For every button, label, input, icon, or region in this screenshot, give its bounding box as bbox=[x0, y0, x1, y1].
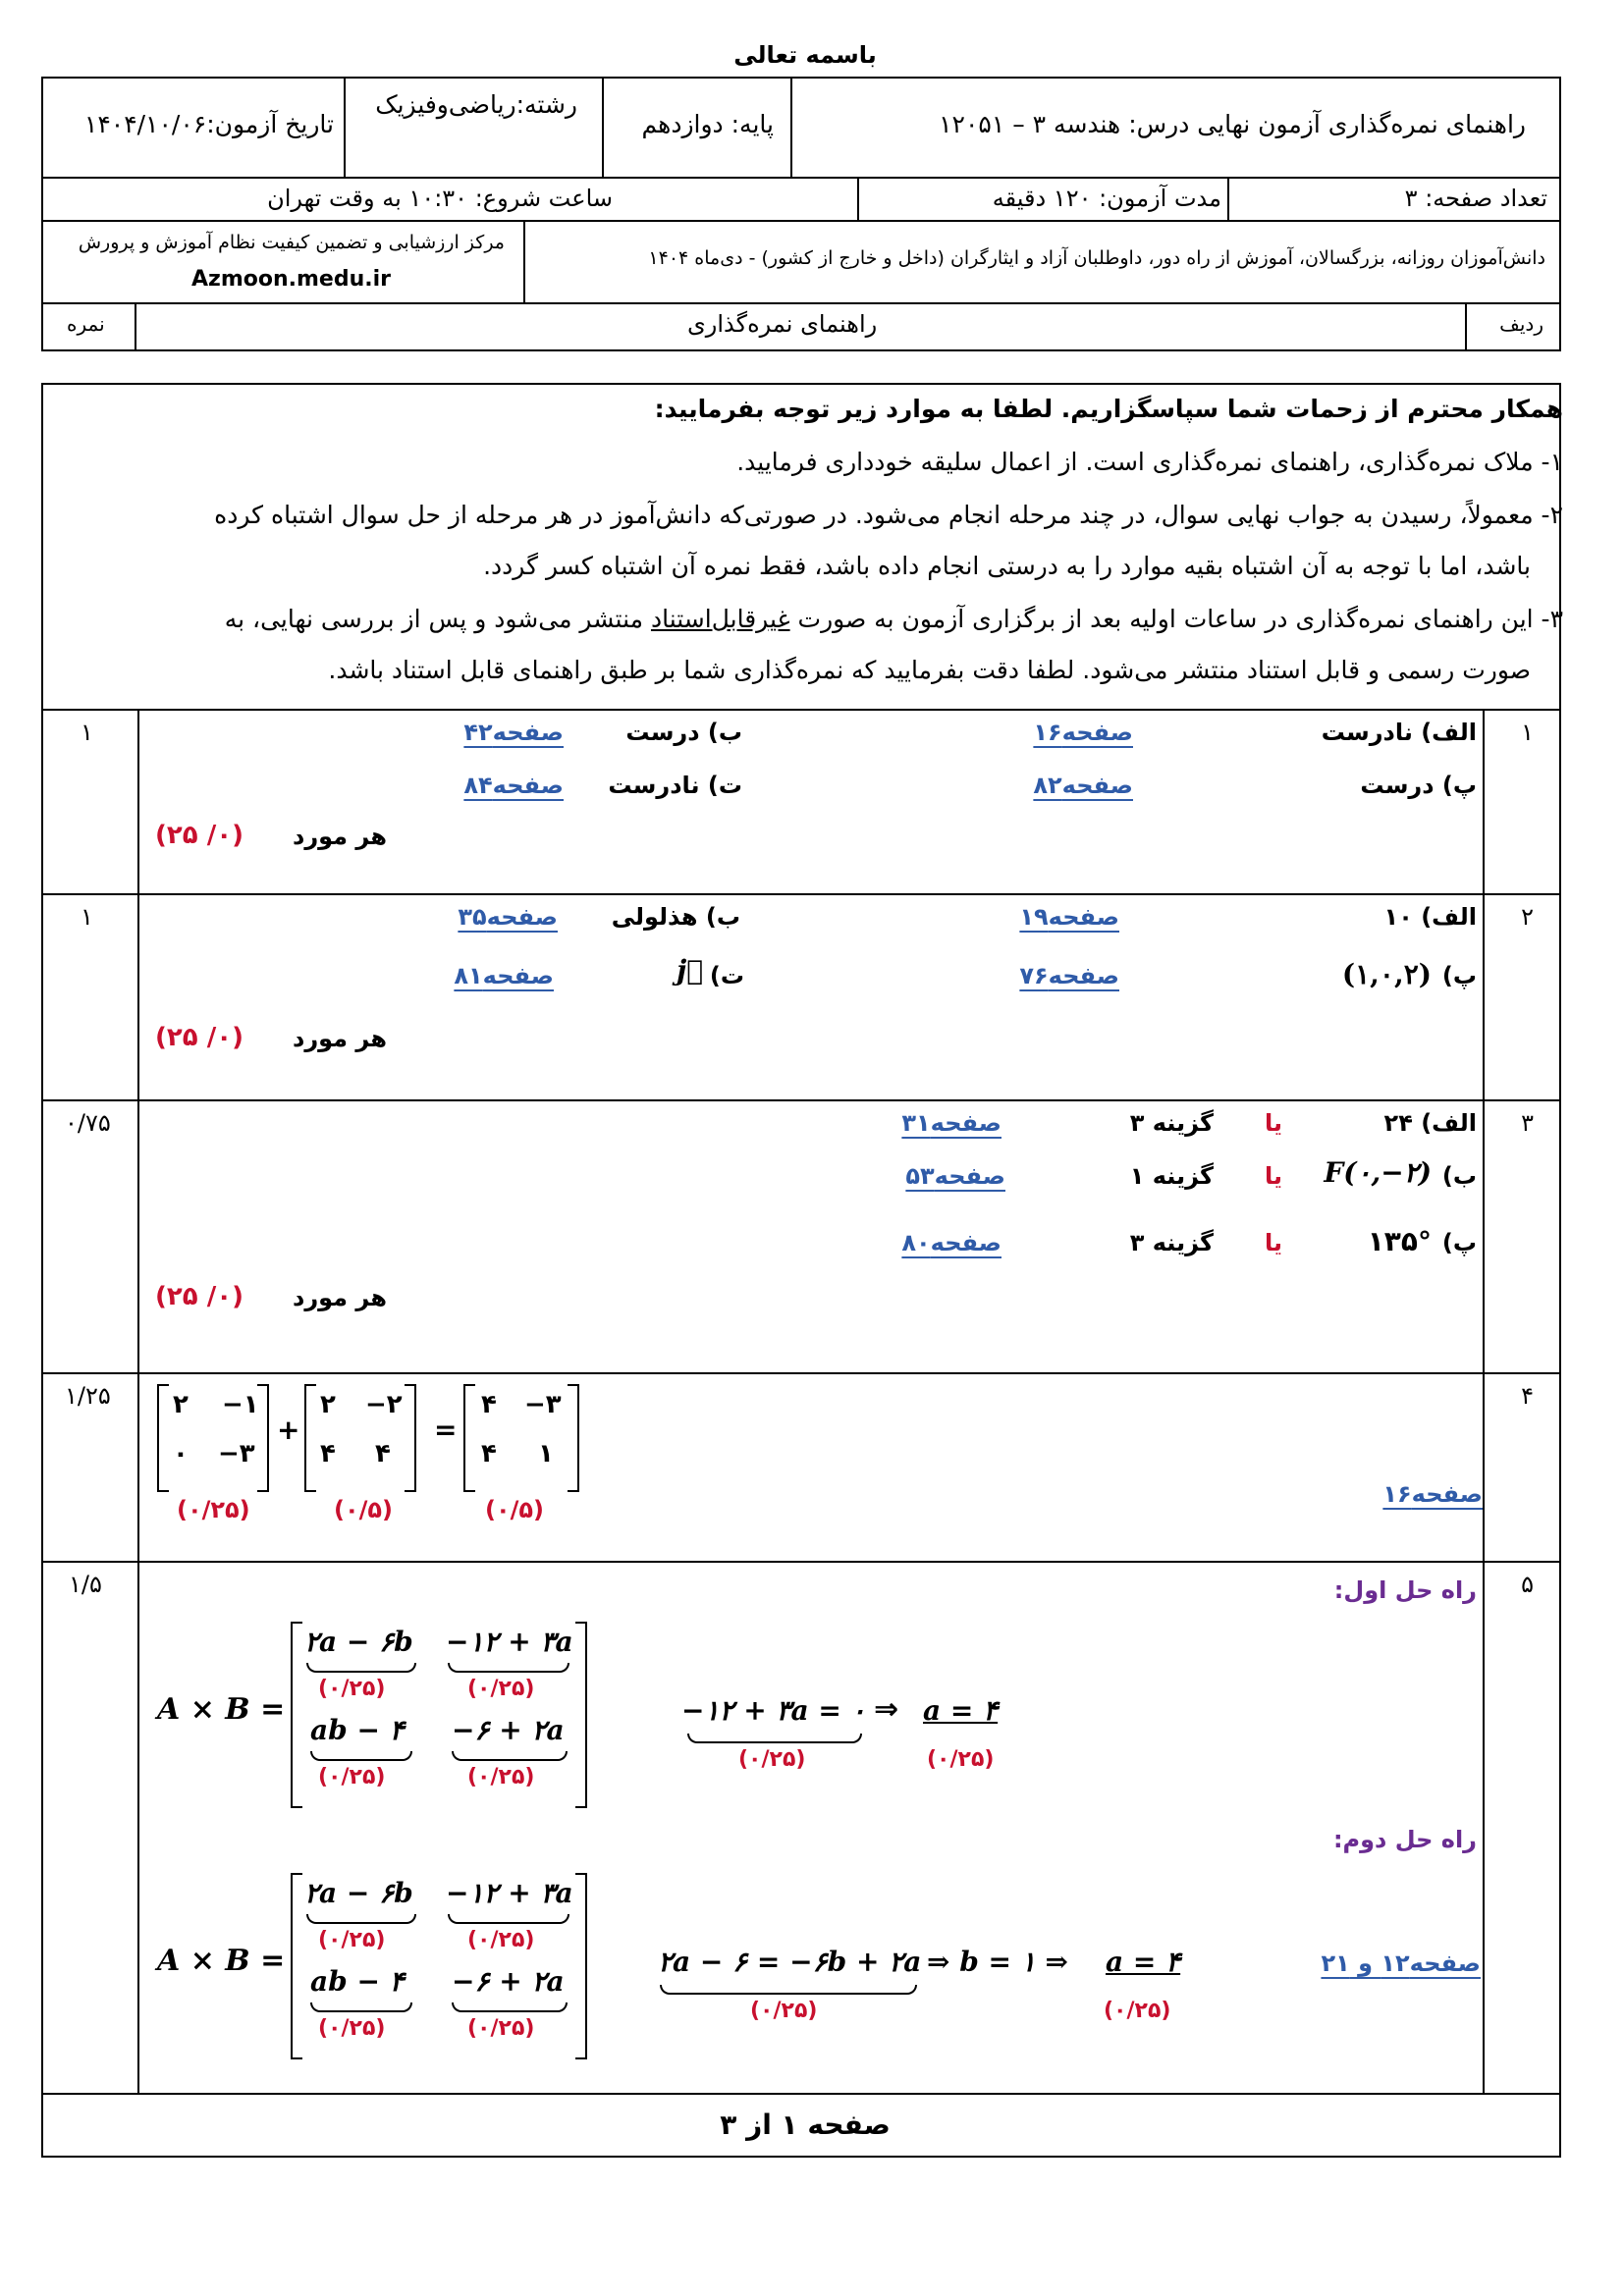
audience: دانش‌آموزان روزانه، بزرگسالان، آموزش از راه دور، داوطلبان آزاد و ایثارگران (داخل و خارج از کشور) - دی‌ماه ۱۴۰۴ bbox=[648, 247, 1545, 269]
q1-c: پ) درست bbox=[1360, 772, 1477, 799]
q2-d-ref[interactable]: صفحه۸۱ bbox=[454, 962, 554, 989]
q3-c-value: ۱۳۵° bbox=[1367, 1225, 1432, 1257]
q3-b-ref[interactable]: صفحه۵۳ bbox=[905, 1162, 1005, 1190]
q1-b: ب) درست bbox=[625, 719, 742, 746]
q5-cell: ۲a − ۶b bbox=[304, 1877, 413, 1909]
q5-score: ۱/۵ bbox=[69, 1571, 102, 1598]
q5-method-2: راه حل دوم: bbox=[1332, 1826, 1477, 1853]
q2-d-label: ت) bbox=[709, 962, 744, 989]
q5-cell-score: (۰/۲۵) bbox=[318, 1928, 386, 1952]
q4-m2-cell: ۲ bbox=[320, 1390, 336, 1419]
q1-b-ref[interactable]: صفحه۴۲ bbox=[463, 719, 564, 746]
q5-cell: −۱۲ + ۳a bbox=[446, 1626, 573, 1658]
notice-heading: همکار محترم از زحمات شما سپاسگزاریم. لطفا به موارد زیر توجه بفرمایید: bbox=[654, 395, 1563, 423]
duration: مدت آزمون: ۱۲۰ دقیقه bbox=[992, 185, 1221, 212]
q5-ref[interactable]: صفحه۱۲ و ۲۱ bbox=[1321, 1949, 1481, 1977]
q5-m1-result: a = ۴ bbox=[923, 1694, 999, 1727]
q5-lhs: A × B = bbox=[157, 1944, 286, 1978]
q5-cell-score: (۰/۲۵) bbox=[467, 1765, 535, 1789]
notice-item-2b: باشد، اما با توجه به آن اشتباه بقیه موارد را به درستی انجام داده باشد، فقط نمره آن اشتباه کسر گردد. bbox=[483, 552, 1531, 580]
q5-cell: ab − ۴ bbox=[310, 1965, 405, 1998]
q4-m3-cell: ۱ bbox=[538, 1439, 554, 1468]
q3-c-ref[interactable]: صفحه۸۰ bbox=[901, 1229, 1001, 1256]
exam-date: تاریخ آزمون:۱۴۰۴/۱۰/۰۶ bbox=[83, 110, 334, 138]
q5-m1-res-score: (۰/۲۵) bbox=[927, 1747, 995, 1772]
q3-b-or: یا bbox=[1264, 1162, 1282, 1190]
q3-b-option: گزینه ۱ bbox=[1129, 1162, 1214, 1190]
q3-per-item: هر مورد bbox=[293, 1284, 387, 1311]
start-time: ساعت شروع: ۱۰:۳۰ به وقت تهران bbox=[267, 185, 613, 212]
q1-d-ref[interactable]: صفحه۸۴ bbox=[463, 772, 564, 799]
q1-d: ت) نادرست bbox=[608, 772, 742, 799]
page-count: تعداد صفحه: ۳ bbox=[1404, 185, 1547, 212]
col-guide: راهنمای نمره‌گذاری bbox=[687, 310, 878, 338]
q4-number: ۴ bbox=[1521, 1382, 1534, 1410]
q5-method-1: راه حل اول: bbox=[1333, 1576, 1477, 1604]
q2-per-item-score: (۰/ ۲۵) bbox=[155, 1023, 244, 1052]
q5-m2-eq-score: (۰/۲۵) bbox=[750, 1999, 818, 2023]
q2-c-ref[interactable]: صفحه۷۶ bbox=[1019, 962, 1119, 989]
field-label: رشته:ریاضی‌وفیزیک bbox=[375, 90, 577, 119]
q1-per-item-score: (۰/ ۲۵) bbox=[155, 821, 244, 850]
q5-cell-score: (۰/۲۵) bbox=[318, 1677, 386, 1701]
q4-score-1: (۰/۲۵) bbox=[177, 1496, 250, 1523]
q5-cell-score: (۰/۲۵) bbox=[467, 1928, 535, 1952]
main-table bbox=[41, 383, 1561, 2158]
q1-a-ref[interactable]: صفحه۱۶ bbox=[1033, 719, 1133, 746]
q3-score: ۰/۷۵ bbox=[65, 1109, 111, 1137]
q4-m2-cell: −۲ bbox=[365, 1390, 403, 1419]
website[interactable]: Azmoon.medu.ir bbox=[191, 267, 392, 292]
q5-cell: −۶ + ۲a bbox=[452, 1965, 565, 1998]
grade-label: پایه: دوازدهم bbox=[641, 110, 774, 138]
q5-cell-score: (۰/۲۵) bbox=[467, 1677, 535, 1701]
q1-score: ۱ bbox=[81, 719, 93, 746]
q5-cell: −۱۲ + ۳a bbox=[446, 1877, 573, 1909]
col-score: نمره bbox=[67, 312, 105, 336]
q5-lhs: A × B = bbox=[157, 1692, 286, 1727]
q4-score-3: (۰/۵) bbox=[485, 1496, 544, 1523]
q5-cell-score: (۰/۲۵) bbox=[467, 2016, 535, 2041]
q5-cell-score: (۰/۲۵) bbox=[318, 1765, 386, 1789]
notice-item-1: ۱- ملاک نمره‌گذاری، راهنمای نمره‌گذاری است. از اعمال سلیقه خودداری فرمایید. bbox=[736, 448, 1563, 476]
q5-m2-res-score: (۰/۲۵) bbox=[1104, 1999, 1171, 2023]
notice-item-3b: صورت رسمی و قابل استناد منتشر می‌شود. لطفا دقت بفرمایید که نمره‌گذاری شما بر طبق راهنمای قابل استناد باشد. bbox=[328, 656, 1531, 684]
q2-number: ۲ bbox=[1521, 903, 1534, 931]
q1-a: الف) نادرست bbox=[1321, 719, 1477, 746]
q4-m1-cell: ۲ bbox=[173, 1390, 189, 1419]
q3-per-item-score: (۰/ ۲۵) bbox=[155, 1282, 244, 1311]
q4-m1-cell: −۱ bbox=[222, 1390, 259, 1419]
q5-m2-equation: ۲a − ۶ = −۶b + ۲a bbox=[658, 1946, 922, 1978]
q4-equals: = bbox=[434, 1414, 458, 1446]
page-footer: صفحه ۱ از ۳ bbox=[720, 2109, 891, 2141]
q5-number: ۵ bbox=[1521, 1571, 1534, 1598]
q5-m1-eq-score: (۰/۲۵) bbox=[738, 1747, 806, 1772]
q4-m2-cell: ۴ bbox=[320, 1439, 336, 1468]
col-row: ردیف bbox=[1499, 312, 1543, 336]
q2-b: ب) هذلولی bbox=[611, 903, 740, 931]
q4-plus: + bbox=[277, 1414, 300, 1446]
q2-d-value: j⃗ bbox=[677, 954, 703, 987]
q5-cell: −۶ + ۲a bbox=[452, 1714, 565, 1746]
q5-m1-arrow: ⇒ bbox=[874, 1692, 899, 1727]
q3-c-label: پ) bbox=[1441, 1229, 1477, 1256]
basmala: باسمه تعالی bbox=[733, 41, 877, 69]
guide-title: راهنمای نمره‌گذاری آزمون نهایی درس: هندسه ۳ – ۱۲۰۵۱ bbox=[939, 110, 1526, 138]
q4-m1-cell: −۳ bbox=[218, 1439, 255, 1468]
q5-m2-result: a = ۴ bbox=[1106, 1946, 1181, 1978]
q2-c-value: (۱,۰,۲) bbox=[1341, 958, 1432, 990]
q4-ref[interactable]: صفحه۱۶ bbox=[1382, 1480, 1483, 1508]
q2-per-item: هر مورد bbox=[293, 1025, 387, 1052]
q4-m1-cell: ۰ bbox=[173, 1439, 189, 1468]
q3-b-label: ب) bbox=[1441, 1162, 1477, 1190]
q5-m1-equation: −۱۲ + ۳a = ۰ bbox=[681, 1694, 866, 1727]
q2-c-label: پ) bbox=[1441, 962, 1477, 989]
q3-a-option: گزینه ۳ bbox=[1129, 1109, 1214, 1137]
q4-score-2: (۰/۵) bbox=[334, 1496, 393, 1523]
q2-b-ref[interactable]: صفحه۳۵ bbox=[458, 903, 558, 931]
q2-a: الف) ۱۰ bbox=[1383, 903, 1477, 931]
q4-m3-cell: ۴ bbox=[481, 1439, 497, 1468]
center-name: مرکز ارزشیابی و تضمین کیفیت نظام آموزش و پرورش bbox=[78, 232, 505, 253]
q1-per-item: هر مورد bbox=[293, 823, 387, 850]
q5-cell-score: (۰/۲۵) bbox=[318, 2016, 386, 2041]
q4-m2-cell: ۴ bbox=[375, 1439, 391, 1468]
q2-a-ref[interactable]: صفحه۱۹ bbox=[1019, 903, 1119, 931]
q3-a: الف) ۲۴ bbox=[1383, 1109, 1477, 1137]
q4-m3-cell: −۳ bbox=[524, 1390, 562, 1419]
notice-item-3a: ۳- این راهنمای نمره‌گذاری در ساعات اولیه بعد از برگزاری آزمون به صورت غیرقابل‌استناد منتشر می‌شود و پس از بررسی نهایی، به bbox=[224, 605, 1563, 633]
q4-m3-cell: ۴ bbox=[481, 1390, 497, 1419]
q3-number: ۳ bbox=[1521, 1109, 1534, 1137]
q5-m2-middle: ⇒ b = ۱ ⇒ bbox=[927, 1946, 1068, 1978]
q4-score: ۱/۲۵ bbox=[65, 1382, 111, 1410]
q2-score: ۱ bbox=[81, 903, 93, 931]
q5-cell: ab − ۴ bbox=[310, 1714, 405, 1746]
q3-c-option: گزینه ۳ bbox=[1129, 1229, 1214, 1256]
notice-item-2a: ۲- معمولاً، رسیدن به جواب نهایی سوال، در چند مرحله انجام می‌شود. در صورتی‌که دانش‌آموز در هر مرحله از حل سوال اشتباه کرده bbox=[214, 501, 1563, 529]
q1-c-ref[interactable]: صفحه۸۲ bbox=[1033, 772, 1133, 799]
q3-a-or: یا bbox=[1264, 1109, 1282, 1137]
q5-cell: ۲a − ۶b bbox=[304, 1626, 413, 1658]
q3-a-ref[interactable]: صفحه۳۱ bbox=[901, 1109, 1001, 1137]
q3-b-value: F(۰,−۲) bbox=[1324, 1156, 1432, 1189]
q3-c-or: یا bbox=[1264, 1229, 1282, 1256]
q1-number: ۱ bbox=[1521, 719, 1534, 746]
